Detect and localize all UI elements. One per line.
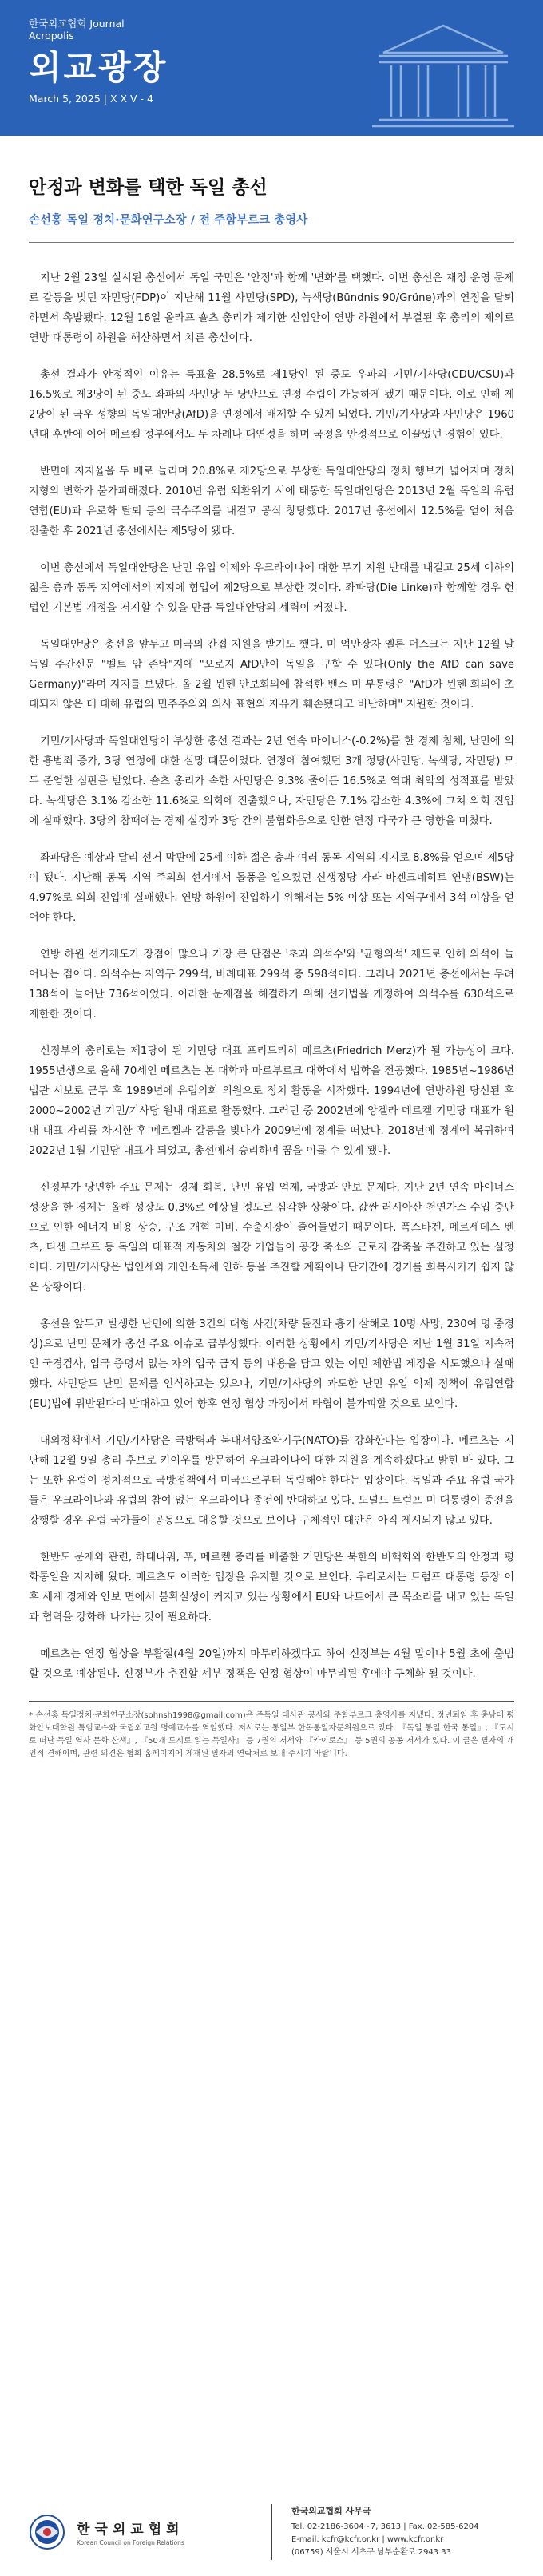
paragraph-1: 지난 2월 23일 실시된 총선에서 독일 국민은 '안정'과 함께 '변화'를 택했다. 이번 총선은 재정 운영 문제로 갈등을 빚던 자민당(FDP)이 지난해 11월 사민당(SPD), 녹색당(Bündnis 90/Grüne)과의 연정을 탈퇴하면서 촉발됐다. 12월 16일 올라프 숄츠 총리가 제기한 신임안이 연방 하원에서 부결된 후 총리의 제의로 연방 대통령이 하원을 해산하면서 치른 총선이다. [29, 272, 514, 344]
paragraph-3: 반면에 지지율을 두 배로 늘리며 20.8%로 제2당으로 부상한 독일대안당의 정치 행보가 넓어지며 정치지형의 변화가 불가피해졌다. 2010년 유럽 외환위기 시에 태동한 독일대안당은 2013년 2월 독일의 유럽연합(EU)과 유로화 탈퇴 등의 국수주의를 내걸고 공식 창당했다. 2017년 총선에서 12.5%를 얻어 처음 진출한 후 2021년 총선에서는 제5당이 됐다. [29, 466, 514, 537]
footer-org-name: 한국외교협회 [77, 2522, 184, 2538]
paragraph-13: 한반도 문제와 관련, 하태나워, 푸, 메르켈 총리를 배출한 기민당은 북한의 비핵화와 한반도의 안정과 평화통일을 지지해 왔다. 메르츠도 이러한 입장을 유지할 것으로 보인다. 우리로서는 트럼프 대통령 등장 이후 세계 경제와 안보 면에서 불확실성이 커지고 있는 상황에서 EU와 나토에서 큰 목소리를 내고 있는 독일과 협력을 강화해 나가는 것이 필요하다. [29, 1552, 514, 1623]
paragraph-12: 대외정책에서 기민/기사당은 국방력과 북대서양조약기구(NATO)를 강화한다는 입장이다. 메르츠는 지난해 12월 9일 총리 후보로 키이우를 방문하여 우크라이나에 대한 지원을 계속하겠다고 밝힌 바 있다. 그는 또한 유럽이 정치적으로 국방정책에서 미국으로부터 독립해야 한다는 입장이다. 독일과 주요 유럽 국가들은 우크라이나와 유럽의 참여 없는 우크라이나 종전에 반대하고 있다. 도널드 트럼프 미 대통령이 종전을 강행할 경우 유럽 국가들이 공동으로 대응할 것으로 보이나 구체적인 대안은 아직 제시되지 않고 있다. [29, 1435, 514, 1527]
paragraph-11: 총선을 앞두고 발생한 난민에 의한 3건의 대형 사건(차량 돌진과 흉기 살해로 10명 사망, 230여 명 중경상)으로 난민 문제가 총선 주요 이슈로 급부상했다. 이러한 상황에서 기민/기사당은 지난 1월 31일 지속적인 국경검사, 입국 증명서 없는 자의 입국 금지 등의 내용을 담고 있는 이민 제한법 제정을 시도했으나 실패했다. 사민당도 난민 문제를 인식하고는 있으나, 기민/기사당의 과도한 난민 유입 억제 정책이 유럽연합(EU)법에 위반된다며 반대하고 있어 향후 연정 협상 과정에서 타협이 불가피할 것으로 보인다. [29, 1318, 514, 1410]
footer-address: (06759) 서울시 서초구 남부순환로 2943 33 [291, 2548, 451, 2557]
article-title: 안정과 변화를 택한 독일 총선 [29, 177, 268, 198]
author-footnote: * 손선홍 독일정치·문화연구소장(sohnsh1998@gmail.com)은 주독일 대사관 공사와 주함부르크 총영사를 지냈다. 정년퇴임 후 충남대 평화안보대학원 특임교수와 국립외교원 명예교수를 역임했다. 저서로는 통일부 한독통일자문위원으로 있다. 『독일 통일 한국 통일』, 『도시로 떠난 독일 역사 문화 산책』, 『50개 도시로 읽는 독일사』 등 7권의 저서와 『카이로스』 등 5권의 공동 저서가 있다. 이 글은 필자의 개인적 견해이며, 관련 의견은 협회 홈페이지에 게재된 필자의 연락처로 보내 주시기 바랍니다. [29, 1711, 514, 1758]
paragraph-5: 독일대안당은 총선을 앞두고 미국의 간접 지원을 받기도 했다. 미 억만장자 엘론 머스크는 지난 12월 말 독일 주간신문 "벨트 암 존탁"지에 "오로지 AfD만이 독일을 구할 수 있다(Only the AfD can save Germany)"라며 지지를 보냈다. 올 2월 뮌헨 안보회의에 참석한 밴스 미 부통령은 "AfD가 뮌헨 회의에 초대되지 않은 데 대해 유럽의 민주주의와 의사 표현의 자유가 훼손됐다고 비난하며" 지원한 것이다. [29, 639, 514, 711]
paragraph-4: 이번 총선에서 독일대안당은 난민 유입 억제와 우크라이나에 대한 무기 지원 반대를 내걸고 25세 이하의 젊은 층과 동독 지역에서의 지지에 힘입어 제2당으로 부상한 것이다. 좌파당(Die Linke)과 함께할 경우 헌법인 기본법 개정을 저지할 수 있을 만큼 독일대안당의 세력이 커졌다. [29, 562, 514, 614]
page-footer [0, 2488, 543, 2576]
paragraph-9: 신정부의 총리로는 제1당이 된 기민당 대표 프리드리히 메르츠(Friedrich Merz)가 될 가능성이 크다. 1955년생으로 올해 70세인 메르츠는 본 대학과 마르부르크 대학에서 법학을 전공했다. 1985년~1986년 법관 시보로 근무 후 1989년에 유럽의회 의원으로 정치 활동을 시작했다. 1994년에 연방하원 당선된 후 2000~2002년 기민/기사당 원내 대표로 활동했다. 그러던 중 2002년에 앙겔라 메르켈 기민당 대표가 원내 대표 자리를 차지한 후 메르켈과 갈등을 빚다가 2009년에 정계를 떠났다. 2018년에 정계에 복귀하여 2022년 1월 기민당 대표가 되었고, 총선에서 승리하며 꿈을 이룰 수 있게 됐다. [29, 1045, 514, 1157]
footnote-divider [29, 1701, 514, 1702]
footer-department: 한국외교협회 사무국 [291, 2506, 371, 2516]
journal-banner [0, 0, 543, 136]
paragraph-8: 연방 하원 선거제도가 장점이 많으나 가장 큰 단점은 '초과 의석수'와 '균형의석' 제도로 인해 의석이 늘어나는 점이다. 의석수는 지역구 299석, 비례대표 299석 총 598석이다. 그러나 2021년 총선에서는 무려 138석이 늘어난 736석이었다. 이러한 문제점을 해결하기 위해 선거법을 개정하여 의석수를 630석으로 제한한 것이다. [29, 949, 514, 1020]
author-byline: 손선홍 독일 정치·문화연구소장 / 전 주함부르크 총영사 [29, 214, 308, 227]
footer-email-web: E-mail. kcfr@kcfr.or.kr | www.kcfr.or.kr [291, 2535, 444, 2544]
footer-phone: Tel. 02-2186-3604~7, 3613 | Fax. 02-585-6204 [291, 2522, 479, 2531]
footer-org-name-en: Korean Council on Foreign Relations [77, 2539, 184, 2546]
paragraph-2: 총선 결과가 안정적인 이유는 득표율 28.5%로 제1당인 된 중도 우파의 기민/기사당(CDU/CSU)과 16.5%로 제3당이 된 중도 좌파의 사민당 두 당만으로 연정 수립이 가능하게 됐기 때문이다. 이로 인해 제2당이 된 극우 성향의 독일대안당(AfD)을 연정에서 배제할 수 있게 되었다. 기민/기사당과 사민당은 1960년대 후반에 이어 메르켈 정부에서도 두 차례나 대연정을 하며 국정을 안정적으로 이끌었던 경험이 있다. [29, 369, 514, 441]
paragraph-7: 좌파당은 예상과 달리 선거 막판에 25세 이하 젊은 층과 여러 동독 지역의 지지로 8.8%를 얻으며 제5당이 됐다. 지난해 동독 지역 주의회 선거에서 돌풍을 일으켰던 신생정당 자라 바겐크네히트 연맹(BSW)는 4.97%로 의회 진입에 실패했다. 연방 하원에 진입하기 위해서는 5% 이상 또는 지역구에서 3석 이상을 얻어야 한다. [29, 852, 514, 924]
kcfr-logo-icon [29, 2514, 65, 2550]
article-body [0, 243, 543, 1684]
journal-name-line: Acropolis [29, 30, 74, 42]
paragraph-14: 메르츠는 연정 협상을 부활절(4월 20일)까지 마무리하겠다고 하여 신정부는 4월 말이나 5월 초에 출범할 것으로 예상된다. 신정부가 추진할 세부 정책은 연정 협상이 마무리된 후에야 구체화 될 것이다. [29, 1648, 514, 1680]
paragraph-6: 기민/기사당과 독일대안당이 부상한 총선 결과는 2년 연속 마이너스(-0.2%)를 한 경제 침체, 난민에 의한 흉범죄 증가, 3당 연정에 대한 실망 때문이었다. 연정에 참여했던 3개 정당(사민당, 녹색당, 자민당) 모두 준엄한 심판을 받았다. 숄츠 총리가 속한 사민당은 9.3% 줄어든 16.5%로 역대 최악의 성적표를 받았다. 녹색당은 3.1% 감소한 11.6%로 의회에 진출했으나, 자민당은 7.1% 감소한 4.3%에 그쳐 의회 진입에 실패했다. 3당의 참패에는 경제 실정과 3당 간의 불협화음으로 인한 연정 파국가 큰 영향을 미쳤다. [29, 735, 514, 827]
masthead-title: 외교광장 [29, 48, 168, 87]
footer-contact [291, 2505, 479, 2559]
footer-org [29, 2514, 272, 2550]
paragraph-10: 신정부가 당면한 주요 문제는 경제 회복, 난민 유입 억제, 국방과 안보 문제다. 지난 2년 연속 마이너스 성장을 한 경제는 올해 성장도 0.3%로 예상될 정도로 심각한 상황이다. 값싼 러시아산 천연가스 수입 중단으로 인한 에너지 비용 상승, 구조 개혁 미비, 수출시장이 줄어들었기 때문이다. 폭스바겐, 메르세데스 벤츠, 티센 크루프 등 독일의 대표적 자동차와 철강 기업들이 공장 축소와 근로자 감축을 추진하고 있는 실정이다. 기민/기사당은 법인세와 개인소득세 인하 등을 추진할 계획이나 단기간에 경기를 회복시키기 쉽지 않은 상황이다. [29, 1182, 514, 1294]
issue-date: March 5, 2025 | X X V - 4 [29, 93, 153, 105]
journal-org-line: 한국외교협회 Journal [29, 18, 125, 30]
article-header [0, 136, 543, 243]
acropolis-temple-icon [367, 14, 519, 134]
